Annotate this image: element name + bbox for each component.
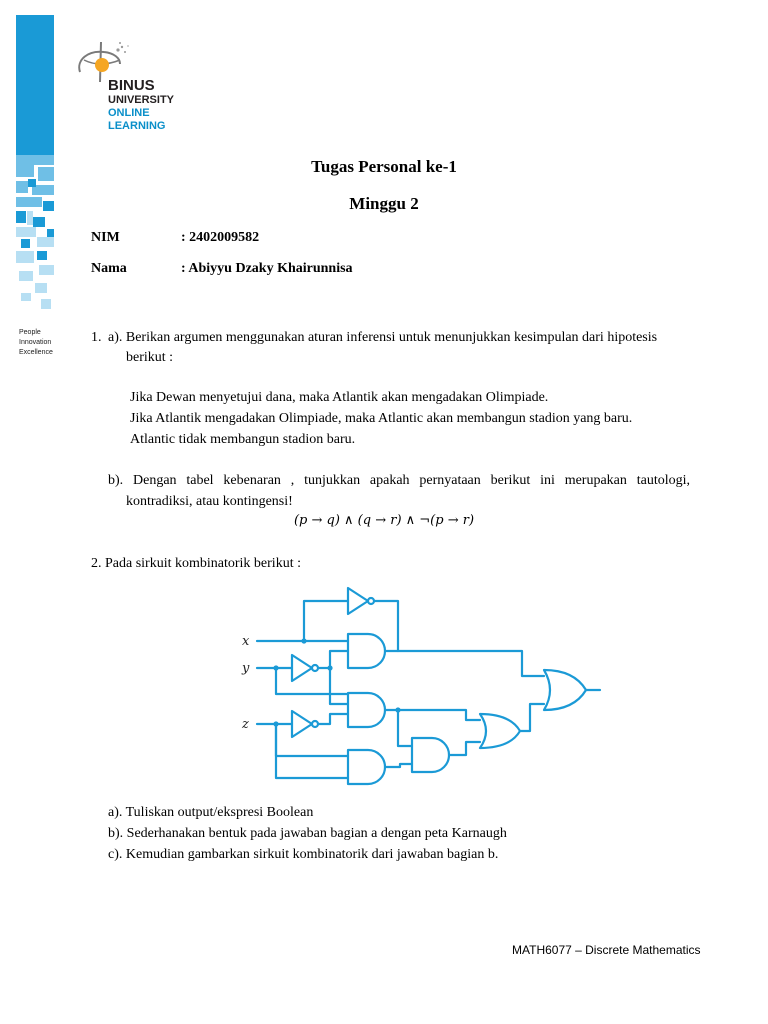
wire-z-and4-b — [276, 724, 348, 756]
question-1b-line1: b). Dengan tabel kebenaran , tunjukkan apakah pernyataan berikut ini merupakan tautologi, — [108, 473, 690, 488]
not-gate-z — [292, 711, 312, 737]
wire-and1-or-out — [385, 651, 544, 676]
question-2b: b). Sederhanakan bentuk pada jawaban bagian a dengan peta Karnaugh — [108, 826, 507, 841]
input-label-z: z — [242, 717, 249, 732]
and-gate-1 — [348, 634, 385, 668]
wire-noty-and1 — [318, 651, 348, 668]
hypothesis-3: Atlantic tidak membangun stadion baru. — [130, 432, 356, 447]
nim-label: NIM — [91, 230, 120, 245]
or-gate-1 — [480, 714, 520, 748]
and-gate-4 — [412, 738, 449, 772]
wire-and2-or1 — [398, 710, 480, 720]
question-2c: c). Kemudian gambarkan sirkuit kombinatorik dari jawaban bagian b. — [108, 847, 499, 862]
question-1a-line2: berikut : — [126, 350, 174, 365]
wire-or1-or2 — [520, 704, 544, 731]
wire-notz-and2 — [318, 714, 348, 724]
hypothesis-1: Jika Dewan menyetujui dana, maka Atlantik akan mengadakan Olimpiade. — [130, 390, 549, 405]
or-gate-2 — [544, 670, 586, 710]
logo-online: ONLINE — [108, 107, 150, 119]
question-number: 1. — [91, 330, 102, 345]
wire-not-top-out — [374, 601, 398, 651]
input-label-y: y — [242, 661, 250, 676]
wire-and4-or1 — [449, 742, 480, 755]
logic-formula: (p → q) ∧ (q → r) ∧ ¬(p → r) — [293, 513, 475, 528]
wire-x-to-not-top — [304, 601, 348, 641]
logo-learning: LEARNING — [108, 120, 166, 132]
and-gate-2 — [348, 693, 385, 727]
wire-z-and4 — [276, 724, 348, 778]
wire-and2-and4 — [385, 710, 412, 746]
binus-logo — [70, 38, 200, 143]
page-title: Tugas Personal ke-1 — [311, 157, 457, 176]
question-2a: a). Tuliskan output/ekspresi Boolean — [108, 805, 314, 820]
nim-value: : 2402009582 — [181, 230, 260, 245]
sidebar-tagline — [19, 328, 53, 358]
nama-label: Nama — [91, 261, 127, 276]
tagline-line: People — [19, 329, 41, 336]
wire-noty-and2 — [330, 668, 348, 704]
wire-y-and2 — [276, 668, 348, 694]
tagline-line: Innovation — [19, 339, 52, 346]
combinational-circuit-diagram — [230, 578, 610, 788]
input-label-x: x — [242, 634, 250, 649]
hypothesis-2: Jika Atlantik mengadakan Olimpiade, maka Atlantic akan membangun stadion yang baru. — [130, 411, 633, 426]
not-gate-y — [292, 655, 312, 681]
not-gate-top — [348, 588, 368, 614]
question-1a-line1: a). Berikan argumen menggunakan aturan inferensi untuk menunjukkan kesimpulan dari hipotesis — [108, 330, 658, 345]
question-1b-line2: kontradiksi, atau kontingensi! — [126, 494, 293, 509]
tagline-line: Excellence — [19, 349, 53, 356]
logo-university: UNIVERSITY — [108, 94, 175, 106]
and-gate-3 — [348, 750, 385, 784]
footer-course: MATH6077 – Discrete Mathematics — [512, 943, 701, 957]
wire-and3-and4 — [385, 764, 412, 767]
logo-binus: BINUS — [108, 77, 155, 94]
nama-value: : Abiyyu Dzaky Khairunnisa — [181, 261, 353, 276]
page-subtitle: Minggu 2 — [349, 194, 419, 213]
question-2: 2. Pada sirkuit kombinatorik berikut : — [91, 556, 301, 571]
